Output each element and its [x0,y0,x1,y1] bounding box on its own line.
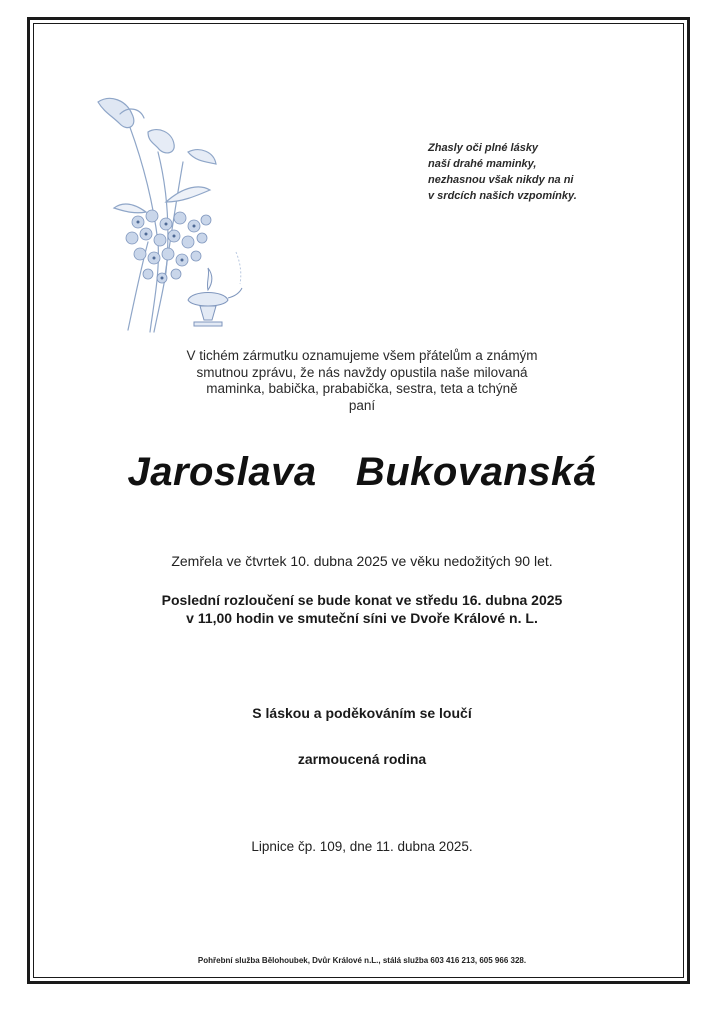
thanks-line: S láskou a poděkováním se loučí [252,705,472,721]
funeral-service-footer: Pohřební služba Bělohoubek, Dvůr Králové n.L., stálá služba 603 416 213, 605 966 328. [197,956,527,965]
lily-and-lamp-illustration [88,92,253,337]
poem-line: nezhasnou však nikdy na ni [428,174,574,186]
place-and-date: Lipnice čp. 109, dne 11. dubna 2025. [251,839,473,854]
funeral-line: Poslední rozloučení se bude konat ve středu 16. dubna 2025 [161,592,563,608]
death-notice: Zemřela ve čtvrtek 10. dubna 2025 ve věku nedožitých 90 let. [171,553,553,569]
funeral-details [60,591,664,627]
memorial-poem [428,140,628,204]
intro-line: smutnou zprávu, že nás navždy opustila naše milovaná [196,364,528,380]
poem-line: Zhasly oči plné lásky [428,142,539,154]
deceased-name: Jaroslava Bukovanská [127,450,597,494]
poem-line: v srdcích našich vzpomínky. [428,190,577,202]
funeral-line: v 11,00 hodin ve smuteční síni ve Dvoře Králové n. L. [186,610,538,626]
signed-by: zarmoucená rodina [297,751,427,767]
intro-line: paní [348,397,376,413]
announcement-intro [100,348,624,414]
intro-line: maminka, babička, prababička, sestra, teta a tchýně [206,381,518,396]
intro-line: V tichém zármutku oznamujeme všem přátelům a známým [186,348,538,363]
poem-line: naší drahé maminky, [428,158,537,170]
